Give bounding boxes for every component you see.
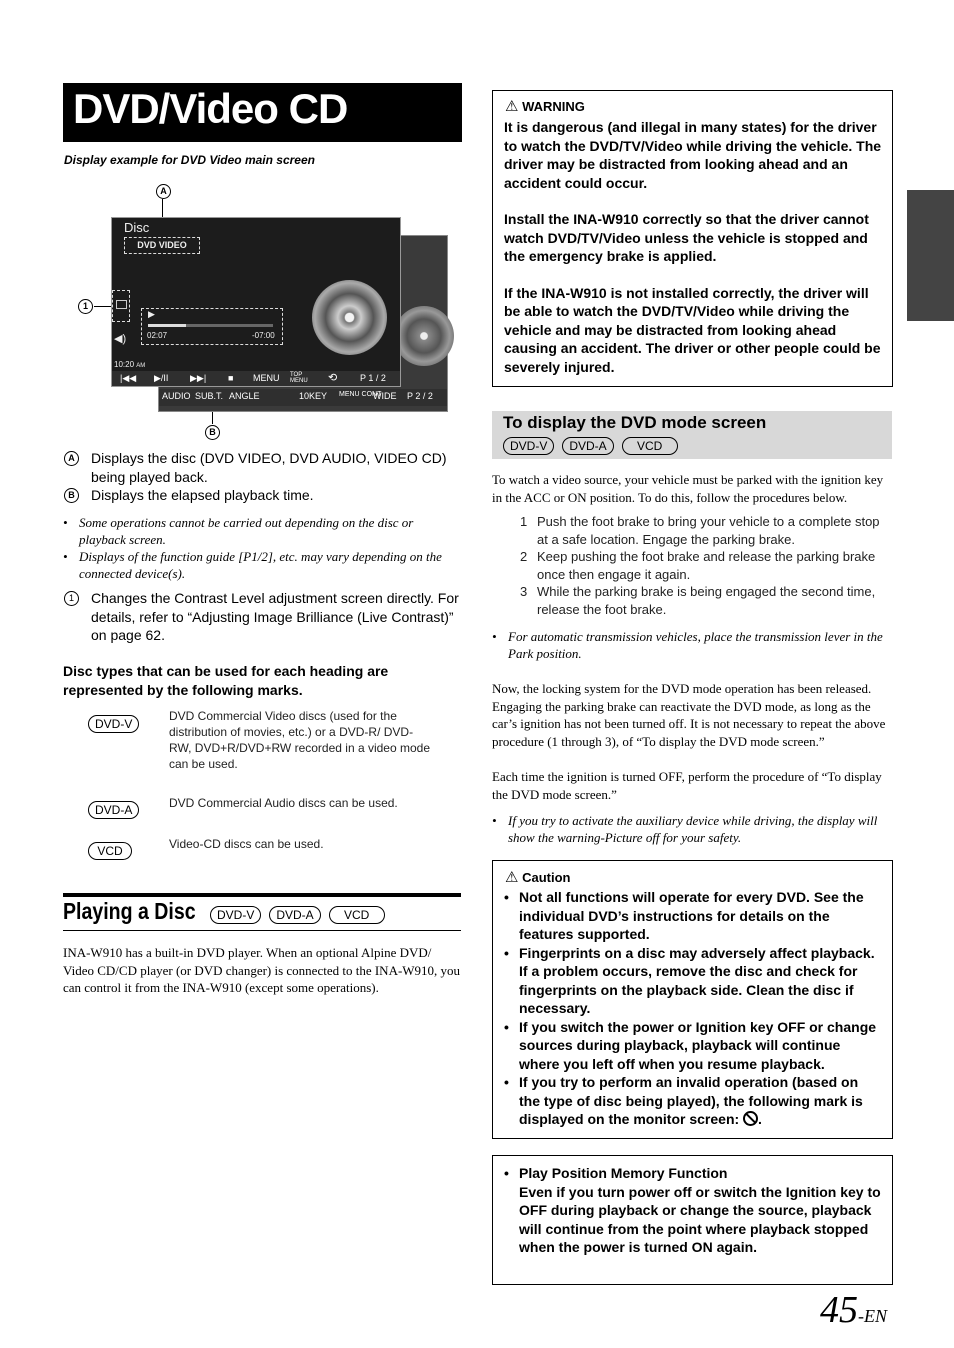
warning-triangle-icon: ⚠ bbox=[505, 98, 519, 115]
caution-item bbox=[504, 944, 882, 1018]
dvd-mode-marks bbox=[503, 437, 678, 455]
subtitle-button[interactable]: SUB.T. bbox=[195, 391, 224, 401]
page-number bbox=[820, 1288, 887, 1332]
stop-button[interactable]: ■ bbox=[228, 373, 234, 383]
step-text: While the parking brake is being engaged the second time, release the foot brake. bbox=[537, 584, 876, 617]
notes-list bbox=[63, 514, 461, 582]
caution-text: If you try to perform an invalid operation (based on the type of disc being played), the following mark is displayed on the monitor screen: bbox=[519, 1074, 863, 1127]
step-number: 1 bbox=[520, 514, 528, 529]
playing-marks bbox=[210, 906, 385, 924]
progress-fill bbox=[148, 324, 186, 327]
repeat-button[interactable]: ⟲ bbox=[328, 372, 338, 384]
callout-a: A bbox=[156, 184, 171, 199]
mark-dvd-v: DVD-V bbox=[210, 906, 261, 924]
caution-item bbox=[504, 888, 882, 944]
wide-button[interactable]: WIDE bbox=[373, 391, 397, 401]
screen-page-1 bbox=[111, 217, 401, 387]
bullet: • bbox=[492, 813, 497, 828]
step-text: Keep pushing the foot brake and release the parking brake once then engage it again. bbox=[537, 549, 876, 582]
note-item bbox=[63, 514, 461, 548]
note-text: For automatic transmission vehicles, place the transmission lever in the Park position. bbox=[508, 629, 883, 661]
progress-track bbox=[148, 324, 273, 327]
dvd-mode-para-1: Now, the locking system for the DVD mode operation has been released. Engaging the parking brake can reactivate the DVD mode, as long as the car’s ignition has not been turned off. It is not necessary to repeat the above procedure (1 through 3), of “To display the DVD mode screen.” bbox=[492, 681, 886, 749]
disc-desc-dvd-a: DVD Commercial Audio discs can be used. bbox=[169, 796, 398, 810]
ten-key-button[interactable]: 10KEY bbox=[299, 391, 328, 401]
figure-caption: Display example for DVD Video main screen bbox=[64, 153, 315, 167]
legend-a bbox=[63, 449, 458, 486]
play-status-icon: ▶ bbox=[148, 309, 155, 319]
mark-vcd: VCD bbox=[622, 437, 678, 455]
item-1 bbox=[63, 589, 461, 645]
prohibited-icon bbox=[743, 1111, 758, 1126]
bullet: • bbox=[504, 1165, 509, 1181]
period: . bbox=[758, 1111, 762, 1127]
contrast-button[interactable] bbox=[112, 290, 130, 322]
memory-item bbox=[504, 1164, 882, 1257]
callout-1-line bbox=[94, 306, 112, 307]
bullet: • bbox=[63, 549, 68, 564]
step-item bbox=[520, 513, 888, 548]
section-underline bbox=[63, 930, 461, 931]
memory-title: Play Position Memory Function bbox=[519, 1165, 728, 1181]
mark-vcd: VCD bbox=[329, 906, 385, 924]
caution-item bbox=[504, 1018, 882, 1074]
volume-icon[interactable]: ◀) bbox=[114, 333, 127, 345]
mark-dvd-v: DVD-V bbox=[88, 715, 139, 733]
caution-list bbox=[504, 888, 882, 1129]
legend-b-text: Displays the elapsed playback time. bbox=[91, 487, 314, 503]
audio-button[interactable]: AUDIO bbox=[162, 391, 191, 401]
disc-art-icon bbox=[394, 306, 454, 366]
step-number: 3 bbox=[520, 584, 528, 599]
step-text: Push the foot brake to bring your vehicle to a complete stop at a safe location. Engage the parking brake. bbox=[537, 514, 880, 547]
disc-types-table bbox=[63, 708, 461, 878]
menu-button[interactable]: MENU bbox=[253, 373, 280, 383]
clock bbox=[114, 360, 145, 369]
menu-cont-button[interactable]: MENU CONT bbox=[339, 391, 382, 398]
bullet: • bbox=[504, 1018, 509, 1035]
note-item bbox=[492, 812, 890, 846]
side-tab bbox=[907, 190, 954, 321]
item-1-text: Changes the Contrast Level adjustment screen directly. For details, refer to “Adjusting Image Brilliance (Live Contrast)” on page 62. bbox=[91, 590, 459, 643]
function-bar-2 bbox=[159, 389, 447, 406]
legend-b-marker: B bbox=[64, 488, 79, 503]
mark-dvd-v: DVD-V bbox=[503, 437, 554, 455]
bullet: • bbox=[492, 629, 497, 644]
function-bar-1 bbox=[112, 371, 400, 386]
callout-1: 1 bbox=[78, 299, 93, 314]
play-pause-button[interactable]: ▶/II bbox=[154, 373, 169, 383]
step-number: 2 bbox=[520, 549, 528, 564]
note-text: Some operations cannot be carried out depending on the disc or playback screen. bbox=[79, 515, 414, 547]
section-rule bbox=[63, 893, 461, 897]
warning-paragraph: If the INA-W910 is not installed correctly, the driver will be able to watch the DVD/TV/Video while driving the vehicle and may be distracted from looking ahead causing an accident. The driver or other people could be severely injured. bbox=[504, 284, 881, 375]
next-button[interactable]: ▶▶| bbox=[190, 373, 207, 383]
bullet: • bbox=[504, 1074, 509, 1090]
caution-box bbox=[492, 860, 893, 1139]
item-1-marker: 1 bbox=[64, 591, 79, 606]
mark-dvd-a: DVD-A bbox=[562, 437, 613, 455]
mark-vcd: VCD bbox=[88, 842, 132, 860]
disc-types-heading: Disc types that can be used for each heading are represented by the following marks. bbox=[63, 663, 389, 698]
clock-time: 10:20 bbox=[114, 360, 135, 369]
memory-text: Even if you turn power off or switch the Ignition key to OFF during playback or change the source, playback will continue from the point where playback stopped when the power is turned ON again. bbox=[519, 1183, 881, 1255]
note-text: If you try to activate the auxiliary device while driving, the display will show the warning-Picture off for your safety. bbox=[508, 813, 878, 845]
caution-text: Not all functions will operate for every DVD. See the individual DVD’s instructions for details on the features supported. bbox=[519, 889, 864, 942]
disc-desc-vcd: Video-CD discs can be used. bbox=[169, 837, 324, 851]
bullet: • bbox=[63, 515, 68, 530]
caution-item bbox=[504, 1073, 882, 1129]
caution-triangle-icon: ⚠ bbox=[505, 869, 519, 886]
warning-box bbox=[492, 90, 893, 387]
disc-art-icon bbox=[312, 280, 387, 355]
page-indicator-2: P 2 / 2 bbox=[407, 391, 433, 401]
step-item bbox=[520, 583, 888, 618]
title-bar bbox=[63, 83, 462, 142]
elapsed-time-area bbox=[141, 308, 283, 345]
warning-label: WARNING bbox=[522, 99, 585, 114]
caution-label: Caution bbox=[522, 870, 571, 885]
elapsed-time: 02:07 bbox=[147, 331, 168, 340]
dvd-mode-heading bbox=[492, 411, 892, 459]
note-item bbox=[492, 628, 890, 662]
bullet: • bbox=[504, 944, 509, 961]
page-number-suffix: -EN bbox=[858, 1306, 887, 1326]
step-item bbox=[520, 548, 888, 583]
callout-b: B bbox=[205, 425, 220, 440]
steps-list bbox=[520, 513, 888, 618]
page-number-value: 45 bbox=[820, 1289, 858, 1331]
disc-label: Disc bbox=[124, 220, 150, 235]
note-item bbox=[63, 548, 461, 582]
remaining-time: -07:00 bbox=[252, 331, 275, 340]
memory-box bbox=[492, 1155, 893, 1285]
dvd-mode-para-2: Each time the ignition is turned OFF, perform the procedure of “To display the DVD mode screen.” bbox=[492, 769, 882, 802]
legend bbox=[63, 449, 458, 505]
warning-paragraph: Install the INA-W910 correctly so that the driver cannot watch DVD/TV/Video unless the vehicle is stopped and the emergency brake is applied. bbox=[504, 211, 869, 264]
monitor-icon bbox=[116, 300, 127, 309]
previous-button[interactable]: |◀◀ bbox=[120, 373, 137, 383]
caution-text: If you switch the power or Ignition key OFF or change sources during playback, playback will continue where you left off when you resume playback. bbox=[519, 1018, 877, 1072]
note-text: Displays of the function guide [P1/2], etc. may vary depending on the connected device(s). bbox=[79, 549, 442, 581]
page-indicator-1: P 1 / 2 bbox=[360, 373, 386, 383]
top-menu-button[interactable]: TOP MENU bbox=[290, 372, 308, 384]
warning-text bbox=[504, 118, 882, 376]
legend-a-marker: A bbox=[64, 451, 79, 466]
clock-am: AM bbox=[136, 363, 146, 369]
bullet: • bbox=[504, 889, 509, 905]
page-title: DVD/Video CD bbox=[73, 85, 348, 132]
angle-button[interactable]: ANGLE bbox=[229, 391, 260, 401]
dvd-mode-title: To display the DVD mode screen bbox=[503, 413, 767, 432]
warning-paragraph: It is dangerous (and illegal in many states) for the driver to watch the DVD/TV/Video while driving the vehicle. The driver may be distracted from looking ahead and an accident could occur. bbox=[504, 119, 882, 191]
warning-header bbox=[505, 98, 585, 117]
dvd-video-indicator: DVD VIDEO bbox=[124, 237, 200, 254]
mark-dvd-a: DVD-A bbox=[269, 906, 320, 924]
playing-body: INA-W910 has a built-in DVD player. When an optional Alpine DVD/ Video CD/CD player (or DVD changer) is connected to the INA-W910, you can control it from the INA-W910 (except some operations). bbox=[63, 945, 461, 995]
mark-dvd-a: DVD-A bbox=[88, 801, 139, 819]
section-title-playing: Playing a Disc bbox=[63, 898, 196, 924]
dvd-mode-intro: To watch a video source, your vehicle must be parked with the ignition key in the ACC or ON position. To do this, follow the procedures below. bbox=[492, 472, 884, 505]
caution-text: Fingerprints on a disc may adversely affect playback. If a problem occurs, remove the disc and check for fingerprints on the playback side. Clean the disc if necessary. bbox=[519, 944, 875, 1016]
legend-b bbox=[63, 486, 458, 505]
legend-a-text: Displays the disc (DVD VIDEO, DVD AUDIO, VIDEO CD) being played back. bbox=[91, 450, 447, 485]
disc-desc-dvd-v: DVD Commercial Video discs (used for the distribution of movies, etc.) or a DVD-R/ DVD-RW, DVD+R/DVD+RW recorded in a video mode can be used. bbox=[169, 709, 430, 771]
screen-figure bbox=[63, 180, 463, 445]
caution-header bbox=[505, 869, 570, 888]
